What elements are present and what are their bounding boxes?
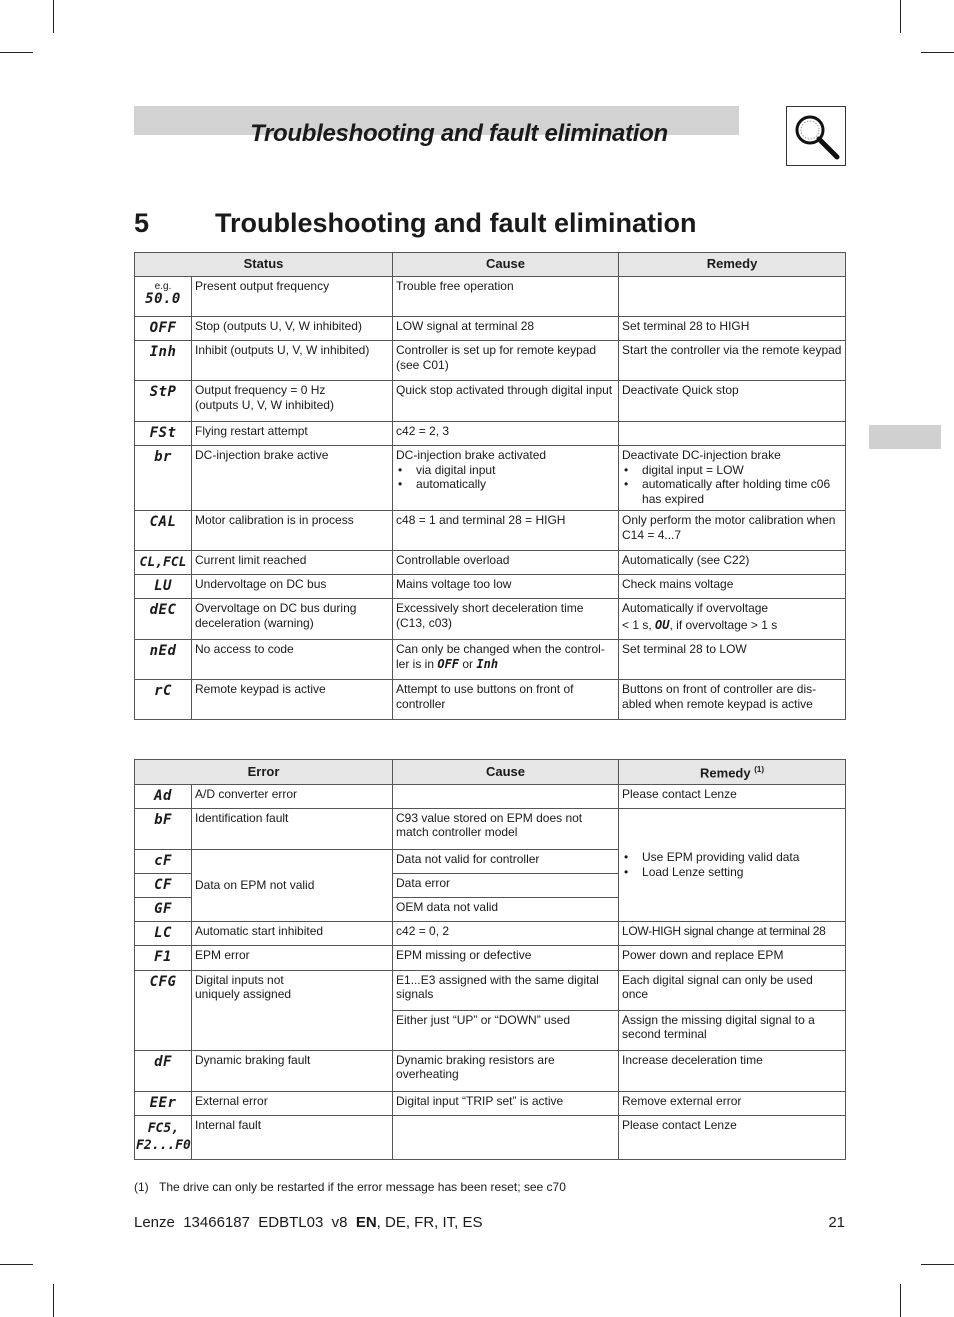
- error-cell: Identification fault: [192, 808, 393, 849]
- table-header-row: [135, 760, 846, 785]
- status-table: [134, 252, 846, 720]
- table-row: [135, 970, 846, 1010]
- footer-lang-rest: , DE, FR, IT, ES: [376, 1214, 483, 1231]
- footnote-text: The drive can only be restarted if the error message has been reset; see c70: [159, 1180, 566, 1194]
- status-cell: No access to code: [192, 640, 393, 680]
- display-code: LC: [154, 924, 172, 941]
- remedy-cell: [619, 422, 846, 446]
- cause-cell: Excessively short deceleration time (C13, c03): [393, 599, 619, 640]
- display-code: FSt: [149, 425, 177, 441]
- cause-cell: E1...E3 assigned with the same digital signals: [393, 970, 619, 1010]
- cause-cell: C93 value stored on EPM does not match controller model: [393, 808, 619, 849]
- error-cell: A/D converter error: [192, 784, 393, 808]
- display-code: nEd: [149, 643, 177, 659]
- error-cell: Data on EPM not valid: [192, 849, 393, 921]
- display-code: CFG: [149, 973, 177, 990]
- list-item: • Load Lenze setting: [622, 865, 842, 880]
- remedy-cell: [619, 446, 846, 511]
- display-code: OFF: [437, 656, 460, 671]
- table-row: [135, 341, 846, 381]
- remedy-cell: Assign the missing digital signal to a second terminal: [619, 1010, 846, 1050]
- side-tab: [869, 425, 941, 449]
- footer-lang-current: EN: [355, 1214, 377, 1231]
- status-cell: Stop (outputs U, V, W inhibited): [192, 317, 393, 341]
- error-cell: EPM error: [192, 945, 393, 970]
- display-code: GF: [154, 900, 172, 917]
- display-code: CAL: [149, 514, 177, 530]
- remedy-text: < 1 s,: [622, 617, 656, 632]
- cause-cell: c42 = 2, 3: [393, 422, 619, 446]
- display-code: Ad: [154, 787, 172, 804]
- remedy-line: Automatically if overvoltage: [622, 601, 769, 615]
- status-cell: Motor calibration is in process: [192, 511, 393, 551]
- crop-mark: [921, 1264, 954, 1265]
- remedy-cell: Increase deceleration time: [619, 1050, 846, 1091]
- cause-cell: [393, 446, 619, 511]
- error-cell: Digital inputs not uniquely assigned: [192, 970, 393, 1050]
- cause-text: or: [459, 656, 477, 671]
- display-code: dEC: [149, 602, 177, 618]
- cause-cell: [393, 1115, 619, 1159]
- table-row: [135, 808, 846, 849]
- header-status: Status: [135, 253, 393, 277]
- cause-text: DC-injection brake activated: [396, 448, 547, 462]
- remedy-cell: [619, 277, 846, 317]
- table-row: [135, 1115, 846, 1159]
- header-remedy: [619, 760, 846, 785]
- list-item: • automatically after holding time c06 has expired: [622, 477, 842, 506]
- status-cell: Undervoltage on DC bus: [192, 575, 393, 599]
- cause-cell: EPM missing or defective: [393, 945, 619, 970]
- remedy-cell: Set terminal 28 to HIGH: [619, 317, 846, 341]
- crop-mark: [0, 52, 33, 53]
- display-code: OU: [655, 617, 670, 632]
- crop-mark: [900, 0, 901, 33]
- list-item: • automatically: [396, 477, 615, 492]
- remedy-line: [622, 618, 842, 633]
- table-row: [135, 784, 846, 808]
- cause-cell: Trouble free operation: [393, 277, 619, 317]
- header-title: Troubleshooting and fault elimination: [250, 120, 668, 147]
- table-row: [135, 381, 846, 422]
- remedy-cell: Please contact Lenze: [619, 784, 846, 808]
- remedy-list: [622, 463, 842, 507]
- cause-cell: Either just “UP” or “DOWN” used: [393, 1010, 619, 1050]
- remedy-cell: Start the controller via the remote keypad: [619, 341, 846, 381]
- display-code: EEr: [149, 1094, 177, 1111]
- remedy-cell: LOW-HIGH signal change at terminal 28: [619, 921, 846, 945]
- remedy-cell: Set terminal 28 to LOW: [619, 640, 846, 680]
- remedy-cell: [619, 599, 846, 640]
- crop-mark: [53, 1284, 54, 1317]
- footnote-marker: (1): [134, 1180, 149, 1194]
- table-row: [135, 575, 846, 599]
- cause-cell: c48 = 1 and terminal 28 = HIGH: [393, 511, 619, 551]
- table-row: [135, 511, 846, 551]
- remedy-cell: Check mains voltage: [619, 575, 846, 599]
- table-row: [135, 277, 846, 317]
- cause-cell: Dynamic braking resistors are overheating: [393, 1050, 619, 1091]
- cause-cell: Digital input “TRIP set” is active: [393, 1091, 619, 1115]
- table-row: [135, 1050, 846, 1091]
- crop-mark: [53, 0, 54, 33]
- status-cell: Output frequency = 0 Hz (outputs U, V, W inhibited): [192, 381, 393, 422]
- display-code: OFF: [149, 320, 177, 336]
- status-cell: Flying restart attempt: [192, 422, 393, 446]
- display-code: CL,FCL: [139, 555, 187, 570]
- error-cell: External error: [192, 1091, 393, 1115]
- table-row: [135, 599, 846, 640]
- header-cause: Cause: [393, 760, 619, 785]
- section-number: 5: [134, 208, 150, 238]
- display-code: Inh: [476, 656, 499, 671]
- table-row: [135, 640, 846, 680]
- cause-cell: [393, 784, 619, 808]
- cause-cell: Data error: [393, 873, 619, 897]
- cause-cell: OEM data not valid: [393, 897, 619, 921]
- remedy-text: , if overvoltage > 1 s: [669, 617, 778, 632]
- display-code: F1: [154, 948, 172, 965]
- display-code: LU: [154, 578, 172, 594]
- cause-cell: Quick stop activated through digital input: [393, 381, 619, 422]
- table-row: [135, 1091, 846, 1115]
- cause-cell: c42 = 0, 2: [393, 921, 619, 945]
- status-cell: Current limit reached: [192, 551, 393, 575]
- error-table: [134, 759, 846, 1160]
- status-cell: Remote keypad is active: [192, 680, 393, 720]
- header-error: Error: [135, 760, 393, 785]
- remedy-cell: Automatically (see C22): [619, 551, 846, 575]
- remedy-list: [622, 850, 842, 879]
- display-code: bF: [154, 811, 172, 828]
- page-number: 21: [828, 1214, 845, 1231]
- section-title: Troubleshooting and fault elimination: [215, 208, 697, 238]
- table-row: [135, 317, 846, 341]
- table-row: [135, 422, 846, 446]
- remedy-text: Deactivate DC-injection brake: [622, 448, 781, 462]
- table-header-row: [135, 253, 846, 277]
- remedy-cell: Buttons on front of controller are dis-abled when remote keypad is active: [619, 680, 846, 720]
- display-code: FC5, F2...F0: [136, 1120, 191, 1153]
- cause-cell: Attempt to use buttons on front of controller: [393, 680, 619, 720]
- footer: [134, 1214, 483, 1231]
- display-code: cF: [154, 852, 172, 869]
- table-row: [135, 921, 846, 945]
- cause-cell: LOW signal at terminal 28: [393, 317, 619, 341]
- status-cell: Inhibit (outputs U, V, W inhibited): [192, 341, 393, 381]
- status-cell: DC-injection brake active: [192, 446, 393, 511]
- remedy-cell: Deactivate Quick stop: [619, 381, 846, 422]
- cause-cell: Mains voltage too low: [393, 575, 619, 599]
- status-cell: Present output frequency: [192, 277, 393, 317]
- list-item: • digital input = LOW: [622, 463, 842, 478]
- remedy-cell: Power down and replace EPM: [619, 945, 846, 970]
- list-item: • via digital input: [396, 463, 615, 478]
- error-cell: Internal fault: [192, 1115, 393, 1159]
- error-cell: Dynamic braking fault: [192, 1050, 393, 1091]
- header-remedy: Remedy: [619, 253, 846, 277]
- display-code: dF: [154, 1053, 172, 1070]
- cause-cell: Controller is set up for remote keypad (see C01): [393, 341, 619, 381]
- table-row: [135, 945, 846, 970]
- header-remedy-label: Remedy: [700, 765, 751, 781]
- footnote-ref: (1): [754, 765, 764, 774]
- display-code: CF: [154, 876, 172, 893]
- crop-mark: [921, 52, 954, 53]
- remedy-cell: [619, 808, 846, 921]
- status-cell: Overvoltage on DC bus during deceleration (warning): [192, 599, 393, 640]
- crop-mark: [0, 1264, 33, 1265]
- cause-cell: Data not valid for controller: [393, 849, 619, 873]
- cause-cell: Controllable overload: [393, 551, 619, 575]
- table-row: [135, 551, 846, 575]
- display-code: 50.0: [145, 291, 181, 307]
- table-row: [135, 446, 846, 511]
- magnifier-icon: [786, 106, 846, 166]
- cause-text: Can only be changed when the control-ler is in: [396, 642, 605, 671]
- list-item: • Use EPM providing valid data: [622, 850, 842, 865]
- remedy-cell: Remove external error: [619, 1091, 846, 1115]
- crop-mark: [900, 1284, 901, 1317]
- eg-label: e.g.: [154, 281, 172, 292]
- table-row: [135, 680, 846, 720]
- remedy-cell: Each digital signal can only be used once: [619, 970, 846, 1010]
- remedy-cell: Only perform the motor calibration when C14 = 4...7: [619, 511, 846, 551]
- footnote: [134, 1180, 566, 1194]
- footer-doc-id: Lenze 13466187 EDBTL03 v8: [134, 1214, 356, 1231]
- cause-cell: [393, 640, 619, 680]
- header-cause: Cause: [393, 253, 619, 277]
- display-code: StP: [149, 384, 177, 400]
- remedy-cell: Please contact Lenze: [619, 1115, 846, 1159]
- display-code: Inh: [149, 344, 177, 360]
- cause-list: [396, 463, 615, 492]
- display-code: rC: [154, 683, 172, 699]
- error-cell: Automatic start inhibited: [192, 921, 393, 945]
- display-code: br: [154, 449, 172, 465]
